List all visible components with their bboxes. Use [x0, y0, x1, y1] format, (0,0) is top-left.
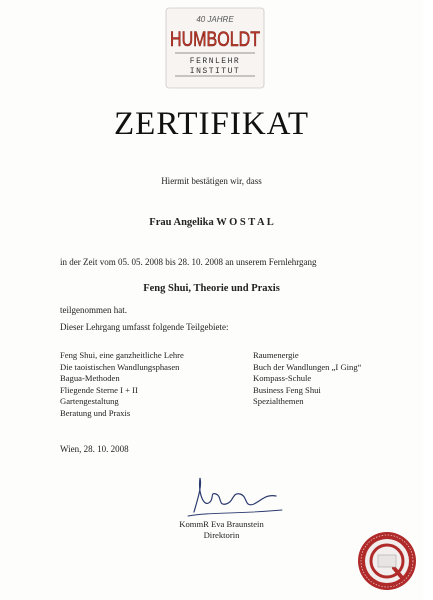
intro-text: Hiermit bestätigen wir, dass [161, 176, 262, 186]
participated-text: teilgenommen hat. [60, 305, 127, 315]
list-item: Raumenergie [253, 350, 299, 360]
list-item: Kompass-Schule [253, 373, 312, 384]
list-item: Die taoistischen Wandlungsphasen [60, 361, 180, 372]
signatory-name: KommR Eva Braunstein [179, 519, 264, 529]
parts-left-list [60, 350, 184, 420]
parts-intro: Dieser Lehrgang umfasst folgende Teilgebiete: [60, 322, 229, 332]
svg-text:HUMBOLDT: HUMBOLDT [170, 28, 261, 51]
quality-seal-icon [356, 530, 418, 592]
recipient-name: Frau Angelika W O S T A L [149, 217, 274, 228]
place-date: Wien, 28. 10. 2008 [60, 444, 129, 454]
signatory-role: Direktorin [203, 530, 240, 540]
list-item: Buch der Wandlungen „I Ging“ [253, 361, 362, 372]
list-item: Business Feng Shui [253, 384, 321, 395]
list-item: Spezialthemen [253, 396, 304, 407]
list-item: Feng Shui, eine ganzheitliche Lehre [60, 350, 184, 360]
humboldt-logo [163, 6, 267, 90]
list-item: Gartengestaltung [60, 396, 119, 407]
svg-text:INSTITUT: INSTITUT [189, 67, 241, 76]
list-item: Fliegende Sterne I + II [60, 384, 138, 395]
course-title: Feng Shui, Theorie und Praxis [143, 283, 280, 294]
certificate-title: ZERTIFIKAT [114, 106, 309, 142]
svg-text:FERNLEHR: FERNLEHR [189, 57, 241, 66]
parts-right-list [253, 350, 361, 408]
list-item: Bagua-Methoden [60, 373, 120, 384]
svg-text:40 JAHRE: 40 JAHRE [196, 15, 234, 24]
period-text: in der Zeit vom 05. 05. 2008 bis 28. 10. 2008 an unserem Fernlehrgang [60, 257, 317, 267]
list-item: Beratung und Praxis [60, 407, 131, 418]
